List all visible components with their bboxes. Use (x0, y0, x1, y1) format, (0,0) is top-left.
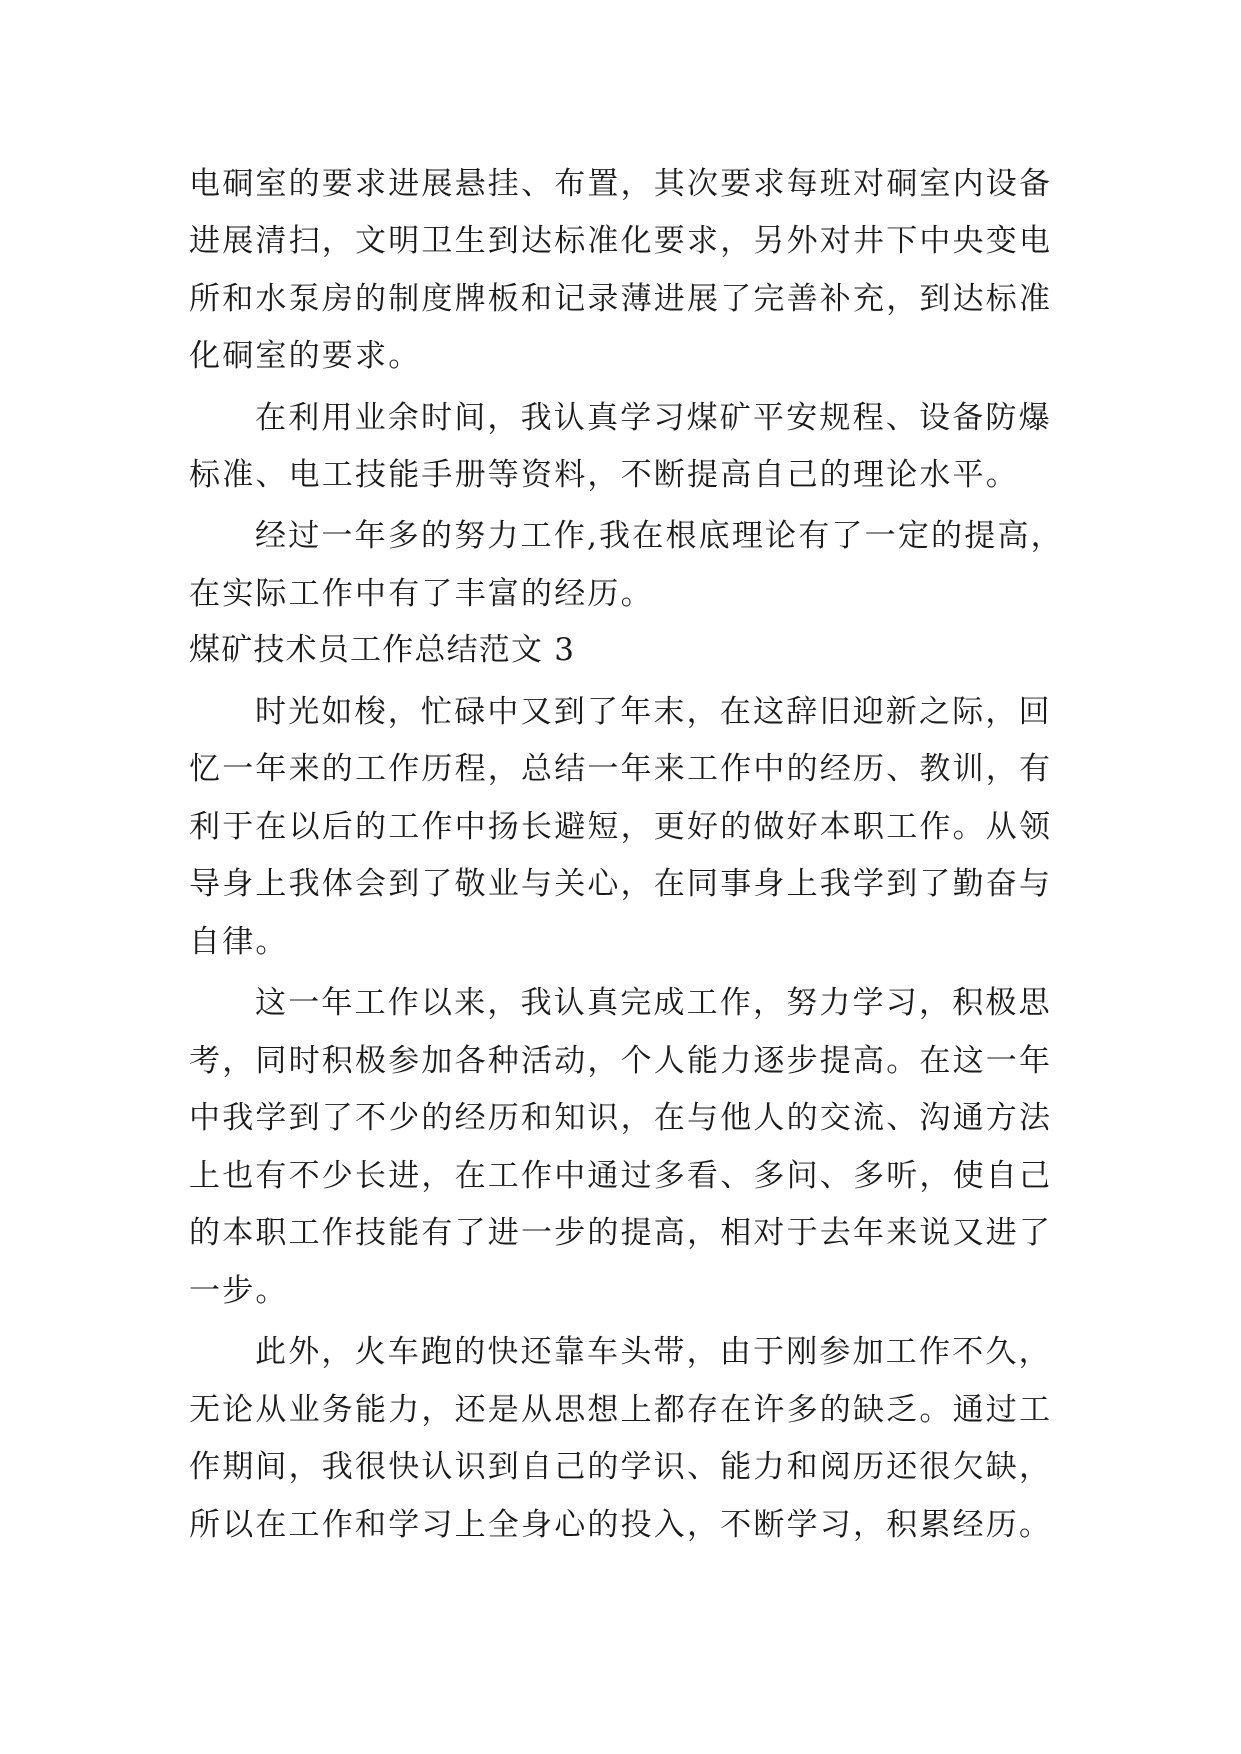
paragraph-first-line: 经过一年多的努力工作,我在根底理论有了一定的提高， (255, 518, 1064, 554)
section-heading: 煤矿技术员工作总结范文 3 (189, 632, 576, 668)
body-text-line: 标准、电工技能手册等资料，不断提高自己的理论水平。 (189, 457, 1019, 493)
body-text-line: 的本职工作技能有了进一步的提高，相对于去年来说又进了 (189, 1215, 1053, 1251)
body-text-line: 忆一年来的工作历程，总结一年来工作中的经历、教训，有 (189, 751, 1053, 787)
body-text-line: 所以在工作和学习上全身心的投入，不断学习，积累经历。 (189, 1507, 1053, 1543)
body-text-line: 无论从业务能力，还是从思想上都存在许多的缺乏。通过工 (189, 1392, 1053, 1428)
body-text-line: 一步。 (189, 1273, 289, 1309)
body-text-line: 导身上我体会到了敬业与关心，在同事身上我学到了勤奋与 (189, 866, 1053, 902)
body-text-line: 进展清扫，文明卫生到达标准化要求，另外对井下中央变电 (189, 223, 1053, 259)
body-text-line: 电硐室的要求进展悬挂、布置，其次要求每班对硐室内设备 (189, 166, 1053, 202)
paragraph-first-line: 时光如梭，忙碌中又到了年末，在这辞旧迎新之际，回 (255, 694, 1052, 730)
body-text-line: 所和水泵房的制度牌板和记录薄进展了完善补充，到达标准 (189, 281, 1053, 317)
body-text-line: 化硐室的要求。 (189, 338, 422, 374)
body-text-line: 作期间，我很快认识到自己的学识、能力和阅历还很欠缺， (189, 1449, 1053, 1485)
body-text-line: 中我学到了不少的经历和知识，在与他人的交流、沟通方法 (189, 1100, 1053, 1136)
body-text-line: 上也有不少长进，在工作中通过多看、多问、多听，使自己 (189, 1158, 1053, 1194)
body-text-line: 考，同时积极参加各种活动，个人能力逐步提高。在这一年 (189, 1043, 1053, 1079)
paragraph-first-line: 这一年工作以来，我认真完成工作，努力学习，积极思 (255, 985, 1052, 1021)
body-text-line: 利于在以后的工作中扬长避短，更好的做好本职工作。从领 (189, 809, 1053, 845)
paragraph-first-line: 在利用业余时间，我认真学习煤矿平安规程、设备防爆 (255, 400, 1052, 436)
paragraph-first-line: 此外，火车跑的快还靠车头带，由于刚参加工作不久， (255, 1334, 1052, 1370)
body-text-line: 在实际工作中有了丰富的经历。 (189, 576, 654, 612)
body-text-line: 自律。 (189, 924, 289, 960)
